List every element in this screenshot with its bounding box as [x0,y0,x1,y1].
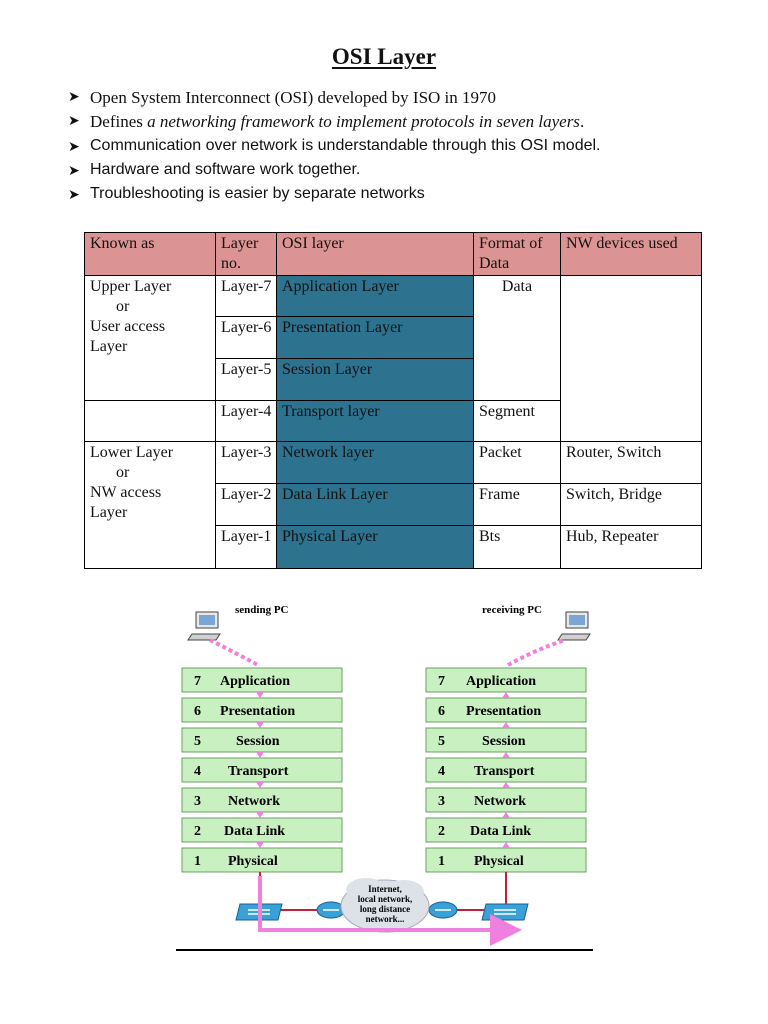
layer-no-cell: Layer-7 [216,276,277,317]
layer-num: 4 [194,764,201,779]
layer-name: Presentation [466,704,542,719]
group-label-line: User access [90,318,166,335]
empty-known-as-cell [85,401,216,442]
bullet-text: Communication over network is understandable through this OSI model. [90,137,601,154]
group-label-line: Upper Layer [90,278,172,295]
table-row [85,276,702,317]
osi-layer-cell: Network layer [277,442,474,484]
bullet-text-prefix: Defines [90,112,148,131]
layer-name: Network [474,794,527,809]
bullet-item [68,158,600,182]
bullet-arrow-icon: ➤ [68,138,80,154]
cloud-label-line: local network, [357,894,413,904]
layer-box [182,728,342,752]
group-label-line: Layer [90,338,128,355]
layer-num: 3 [194,794,201,809]
layer-box [426,728,586,752]
layer-num: 7 [194,674,201,689]
bullet-item [68,86,600,110]
layer-no-cell: Layer-6 [216,317,277,359]
layer-num: 1 [438,854,445,869]
format-cell: Data [474,276,561,401]
bullet-item [68,110,600,134]
layer-name: Physical [228,854,278,869]
layer-no-cell: Layer-2 [216,484,277,526]
bullet-item [68,182,600,206]
layer-num: 5 [194,734,201,749]
format-cell: Bts [474,526,561,569]
upper-layer-cell [85,276,216,401]
bullet-text: Troubleshooting is easier by separate networks [90,185,425,202]
header-layer-no: Layer no. [216,233,277,276]
sending-pc-label: sending PC [235,604,289,616]
bullet-arrow-icon: ➤ [68,162,80,178]
layer-name: Session [236,734,280,749]
header-devices: NW devices used [561,233,702,276]
layer-box [426,668,586,692]
layer-num: 5 [438,734,445,749]
layer-name: Application [466,674,537,689]
header-osi-layer: OSI layer [277,233,474,276]
layer-box [426,848,586,872]
sending-pc-icon [188,612,220,640]
layer-name: Data Link [224,824,286,839]
layer-no-cell: Layer-3 [216,442,277,484]
devices-cell: Switch, Bridge [561,484,702,526]
layer-name: Presentation [220,704,296,719]
receiving-pc-icon [558,612,590,640]
layer-name: Network [228,794,281,809]
layer-name: Transport [228,764,289,779]
group-label-line: Lower Layer [90,444,174,461]
layer-box [182,758,342,782]
osi-layer-table [84,232,702,569]
lower-layer-cell [85,442,216,569]
osi-layer-cell: Presentation Layer [277,317,474,359]
bullet-text: Open System Interconnect (OSI) developed by ISO in 1970 [90,88,497,107]
layer-num: 6 [438,704,445,719]
layer-box [182,848,342,872]
cloud-label-line: network... [365,914,405,924]
bullet-text-emphasis: a networking framework to implement protocols in seven layers [147,112,580,131]
layer-name: Data Link [470,824,532,839]
group-label-line: Layer [90,504,128,521]
layer-num: 7 [438,674,445,689]
layer-num: 1 [194,854,201,869]
layer-box [426,698,586,722]
osi-layer-cell: Transport layer [277,401,474,442]
layer-box [182,788,342,812]
layer-no-cell: Layer-4 [216,401,277,442]
receiving-layer-stack [426,668,586,872]
layer-box [426,788,586,812]
switch-icon [482,904,528,920]
bullet-list [68,86,600,206]
layer-num: 6 [194,704,201,719]
bullet-item [68,134,600,158]
bullet-arrow-icon: ➤ [68,90,80,105]
layer-box [426,758,586,782]
layer-name: Physical [474,854,524,869]
receive-arrow [508,640,565,665]
format-cell: Frame [474,484,561,526]
layer-num: 3 [438,794,445,809]
router-icon [429,902,457,918]
bullet-arrow-icon: ➤ [68,114,80,129]
layer-name: Application [220,674,291,689]
layer-num: 2 [438,824,445,839]
layer-num: 2 [194,824,201,839]
bullet-arrow-icon: ➤ [68,186,80,202]
osi-layer-cell: Physical Layer [277,526,474,569]
layer-box [182,668,342,692]
cloud-label-line: long distance [359,904,411,914]
group-label-line: NW access [90,484,162,501]
bullet-text: Hardware and software work together. [90,161,361,178]
devices-cell: Router, Switch [561,442,702,484]
cloud-label-line: Internet, [368,884,402,894]
group-label-line: or [116,464,130,481]
header-known-as: Known as [85,233,216,276]
layer-box [182,818,342,842]
layer-no-cell: Layer-1 [216,526,277,569]
send-arrow [210,640,258,665]
layer-name: Session [482,734,526,749]
receiving-pc-label: receiving PC [482,604,542,616]
group-label-line: or [116,298,130,315]
page-title: OSI Layer [331,44,437,69]
sending-layer-stack [182,668,342,872]
layer-box [182,698,342,722]
layer-name: Transport [474,764,535,779]
table-row [85,442,702,484]
osi-network-diagram [170,590,600,950]
osi-layer-cell: Application Layer [277,276,474,317]
osi-layer-cell: Session Layer [277,359,474,401]
table-header-row [85,233,702,276]
osi-layer-cell: Data Link Layer [277,484,474,526]
devices-cell [561,276,702,442]
format-cell: Segment [474,401,561,442]
bullet-text-suffix: . [579,112,585,131]
horizontal-rule [176,949,593,951]
layer-no-cell: Layer-5 [216,359,277,401]
devices-cell: Hub, Repeater [561,526,702,569]
layer-num: 4 [438,764,445,779]
layer-box [426,818,586,842]
header-format: Format of Data [474,233,561,276]
format-cell: Packet [474,442,561,484]
